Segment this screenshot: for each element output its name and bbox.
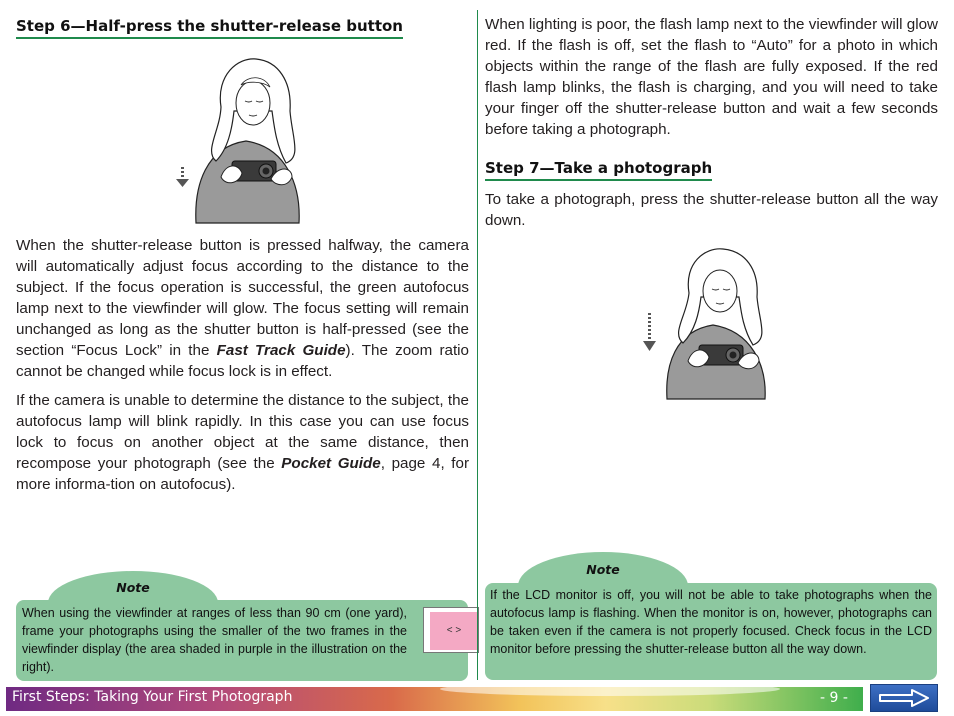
left-note-box bbox=[16, 600, 468, 681]
step6-illustration bbox=[16, 45, 469, 225]
right-note-text: If the LCD monitor is off, you will not be able to take photographs when the autofocus lamp is flashing. When the monitor is on, however, photographs can be taken even if the camera is not properly focused. Check focus in the LCD monitor before pressing the shutter-release button all the way down. bbox=[490, 588, 932, 656]
right-note-title: Note bbox=[586, 561, 620, 577]
left-column bbox=[16, 14, 469, 495]
arrow-right-icon bbox=[876, 688, 932, 708]
woman-with-camera-half-press-image bbox=[16, 45, 469, 225]
woman-with-camera-full-press-image bbox=[485, 241, 938, 411]
fast-track-guide-reference: Fast Track Guide bbox=[216, 342, 346, 359]
viewfinder-illustration bbox=[423, 607, 479, 653]
left-note-tab bbox=[48, 571, 218, 603]
column-divider bbox=[477, 10, 478, 680]
right-note-box bbox=[485, 583, 937, 680]
right-note-tab bbox=[518, 552, 688, 586]
step7-paragraph: To take a photograph, press the shutter-release button all the way down. bbox=[485, 191, 938, 229]
left-note-text: When using the viewfinder at ranges of less than 90 cm (one yard), frame your photographs using the smaller of the two frames in the viewfinder display (the area shaded in purple in the illustration on the right). bbox=[22, 606, 407, 674]
step7-illustration bbox=[485, 241, 938, 411]
pocket-guide-reference: Pocket Guide bbox=[281, 455, 381, 472]
next-page-button[interactable] bbox=[870, 684, 938, 712]
left-note-title: Note bbox=[116, 579, 150, 595]
step6-paragraph-2: If the camera is unable to determine the distance to the subject, the autofocus lamp will blink rapidly. In this case you can use focus lock to focus on another object at the same distance, then recompose your photograph (see the Pocket Guide, page 4, for more informa-tion on autofocus). bbox=[16, 392, 470, 493]
arrow-down-icon bbox=[643, 313, 656, 351]
step6-heading: Step 6—Half-press the shutter-release button bbox=[16, 14, 403, 39]
step6-paragraph-1: When the shutter-release button is pressed halfway, the camera will automatically adjust focus according to the distance to the subject. If the focus operation is successful, the green autofocus lamp next to the viewfinder will glow. The focus setting will remain unchanged as long as the shutter button is half-pressed (see the section “Focus Lock” in the Fast Track Guide). The zoom ratio cannot be changed while focus lock is in effect. bbox=[16, 237, 469, 380]
footer-section-title: First Steps: Taking Your First Photograph bbox=[12, 689, 293, 705]
arrow-down-icon bbox=[176, 167, 189, 187]
right-column bbox=[485, 14, 938, 411]
page-number: - 9 - bbox=[820, 690, 848, 706]
viewfinder-frame-marks: < > bbox=[446, 625, 462, 636]
footer-decoration bbox=[440, 682, 780, 696]
flash-lamp-paragraph: When lighting is poor, the flash lamp next to the viewfinder will glow red. If the flash is off, set the flash to “Auto” for a photo in which objects within the range of the flash are fully exposed. If the red flash lamp blinks, the flash is charging, and you will need to take your finger off the shutter-release button and wait a few seconds before taking a photograph. bbox=[485, 16, 938, 138]
step7-heading: Step 7—Take a photograph bbox=[485, 156, 712, 181]
